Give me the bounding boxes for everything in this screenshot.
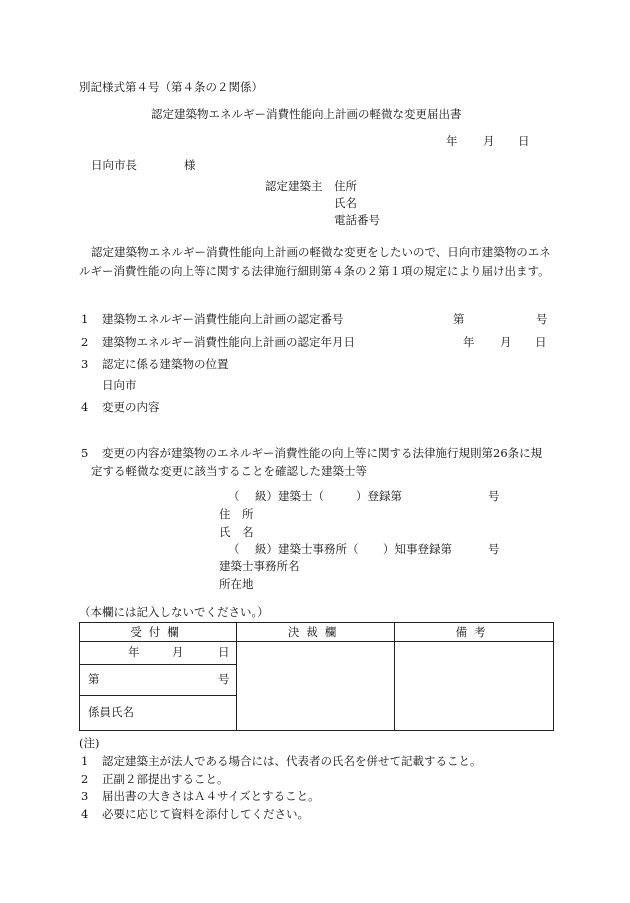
- date-day: 日: [518, 134, 530, 148]
- reception-date-cell: [80, 642, 237, 665]
- applicant-label: 認定建築主: [265, 179, 323, 193]
- item-2-month: 月: [500, 335, 512, 349]
- remarks-cell: [395, 642, 554, 731]
- reception-year: 年: [128, 645, 140, 659]
- note-2-text: 正副２部提出すること。: [102, 772, 229, 786]
- office-open-paren: （: [228, 542, 240, 556]
- item-4-number: 4: [81, 400, 89, 414]
- architect-class-label: 級）建築士（: [255, 489, 324, 503]
- reception-day: 日: [218, 645, 230, 659]
- applicant-address-label: 住所: [334, 179, 357, 193]
- office-location-label: 所在地: [219, 577, 254, 591]
- architect-registration-suffix: 号: [488, 489, 500, 503]
- item-5-line2: 定する軽微な変更に該当することを確認した建築士等: [91, 464, 367, 478]
- note-1-text: 認定建築主が法人である場合には、代表者の氏名を併せて記載すること。: [102, 754, 482, 768]
- form-reference: 別記様式第４号（第４条の２関係）: [79, 80, 263, 94]
- office-name-label: 建築士事務所名: [219, 559, 300, 573]
- item-3-number: 3: [81, 357, 89, 371]
- item-2-label: 建築物エネルギー消費性能向上計画の認定年月日: [102, 335, 355, 349]
- applicant-name-label: 氏名: [334, 196, 357, 210]
- reception-month: 月: [172, 645, 184, 659]
- notes-heading: (注): [79, 736, 100, 750]
- body-paragraph: 認定建築物エネルギー消費性能向上計画の軽微な変更をしたいので、日向市建築物のエネルギー消費性能の向上等に関する法律施行細則第４条の２第１項の規定により届け出ます。: [79, 245, 551, 278]
- date-month: 月: [483, 134, 495, 148]
- note-4-text: 必要に応じて資料を添付してください。: [102, 807, 309, 821]
- reception-number-suffix: 号: [218, 672, 230, 686]
- architect-open-paren: （: [228, 489, 240, 503]
- document-title: 認定建築物エネルギー消費性能向上計画の軽微な変更届出書: [151, 107, 462, 121]
- item-5-number: 5: [81, 446, 89, 460]
- reception-table: [79, 622, 554, 731]
- office-class-label: 級）建築士事務所（: [255, 542, 359, 556]
- reception-number-cell: [80, 665, 237, 696]
- staff-name-label: 係員氏名: [88, 705, 134, 719]
- item-2-year: 年: [463, 335, 475, 349]
- architect-registration-label: ）登録第: [356, 489, 402, 503]
- reception-number-prefix: 第: [88, 672, 100, 686]
- header-remarks: 備考: [395, 623, 554, 642]
- item-2-number: 2: [81, 335, 89, 349]
- item-4-label: 変更の内容: [102, 400, 160, 414]
- header-approval: 決裁欄: [237, 623, 395, 642]
- header-reception: 受付欄: [80, 623, 237, 642]
- note-2-number: 2: [81, 772, 89, 786]
- office-registration-label: ）知事登録第: [383, 542, 452, 556]
- architect-name-label: 氏 名: [219, 525, 254, 539]
- note-3-number: 3: [81, 789, 89, 803]
- date-year: 年: [446, 134, 458, 148]
- item-1-suffix: 号: [536, 312, 548, 326]
- item-3-value: 日向市: [102, 378, 137, 392]
- item-1-label: 建築物エネルギー消費性能向上計画の認定番号: [102, 312, 344, 326]
- architect-address-label: 住 所: [219, 507, 254, 521]
- addressee-honorific: 様: [184, 158, 196, 172]
- note-4-number: 4: [81, 807, 89, 821]
- note-3-text: 届出書の大きさはＡ４サイズとすること。: [102, 789, 320, 803]
- item-2-day: 日: [535, 335, 547, 349]
- office-registration-suffix: 号: [488, 542, 500, 556]
- item-3-label: 認定に係る建築物の位置: [102, 357, 229, 371]
- item-1-number: 1: [81, 312, 89, 326]
- approval-cell: [237, 642, 395, 731]
- staff-name-cell: [80, 696, 237, 731]
- note-1-number: 1: [81, 754, 89, 768]
- item-5-line1: 変更の内容が建築物のエネルギー消費性能の向上等に関する法律施行規則第26条に規: [102, 446, 543, 460]
- item-1-prefix: 第: [453, 312, 465, 326]
- table-note: （本欄には記入しないでください。）: [79, 605, 269, 619]
- applicant-phone-label: 電話番号: [334, 213, 380, 227]
- addressee-name: 日向市長: [91, 158, 137, 172]
